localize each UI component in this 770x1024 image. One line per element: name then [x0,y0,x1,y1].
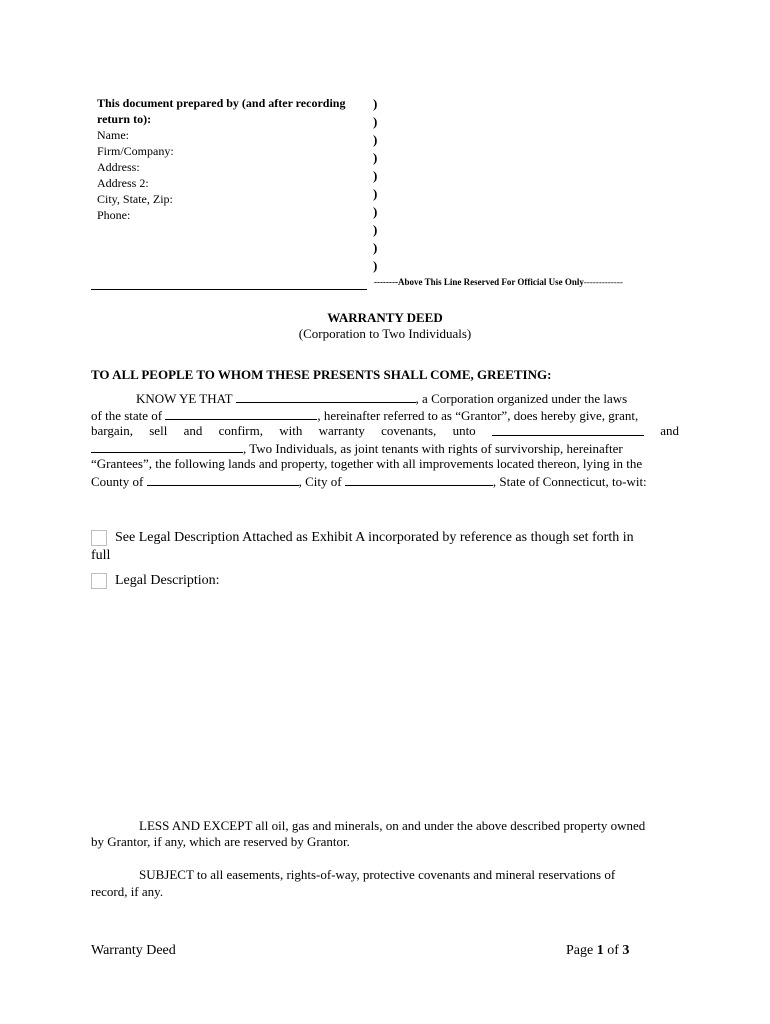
know-ye-word: bargain, [91,423,133,439]
know-ye-text-6b: , City of [298,473,342,489]
preparer-field-address: Address: [97,160,140,174]
subject-to-line1: SUBJECT to all easements, rights-of-way, protective covenants and mineral reservations of [139,867,616,882]
preparer-field-phone: Phone: [97,208,131,222]
bracket-paren: ) [373,114,378,129]
know-ye-word: confirm, [218,423,263,439]
bracket-paren: ) [373,168,378,183]
know-ye-text-1: , a Corporation organized under the laws [415,391,628,406]
county-blank[interactable] [147,473,299,486]
know-ye-line-4 [91,440,679,457]
bracket-paren: ) [373,240,378,255]
bracket-paren: ) [373,204,378,219]
bracket-paren: ) [373,96,378,111]
preparer-heading-line2: return to): [97,112,152,126]
know-ye-word: sell [149,423,168,439]
know-ye-line-6 [91,473,679,490]
grantor-name-blank[interactable] [236,390,416,403]
exhibit-a-checkbox[interactable] [91,530,107,546]
know-ye-label: KNOW YE THAT [136,391,233,406]
city-blank[interactable] [345,473,493,486]
know-ye-text-2b: , hereinafter referred to as “Grantor”, does hereby give, grant, [317,407,639,423]
exhibit-a-option-line1: See Legal Description Attached as Exhibit A incorporated by reference as though set forth in [115,530,634,545]
know-ye-word: covenants, [381,423,437,439]
know-ye-word-and: and [660,423,679,439]
know-ye-line-1 [91,390,679,407]
reserved-text: Above This Line Reserved For Official Use Only [397,277,584,287]
subject-to-line2: record, if any. [91,884,164,899]
preparer-field-city-state-zip: City, State, Zip: [97,192,173,206]
preparer-field-name: Name: [97,128,129,142]
greeting: TO ALL PEOPLE TO WHOM THESE PRESENTS SHALL COME, GREETING: [91,367,552,382]
know-ye-word: with [279,423,303,439]
know-ye-line-3 [91,423,679,440]
know-ye-line-2 [91,407,679,424]
footer-page-current: 1 [596,943,604,958]
bracket-column [373,95,377,275]
know-ye-text-4: , Two Individuals, as joint tenants with rights of survivorship, hereinafter [243,440,623,456]
preparer-field-address2: Address 2: [97,176,149,190]
document-title: WARRANTY DEED [327,310,443,325]
footer-document-name: Warranty Deed [91,943,176,958]
know-ye-text-6a: County of [91,473,144,489]
footer-page-number [566,943,629,959]
less-except-line1: LESS AND EXCEPT all oil, gas and minerals, on and under the above described property owned [139,818,646,833]
grantee-2-blank[interactable] [91,440,243,453]
know-ye-text-5: “Grantees”, the following lands and property, together with all improvements located thereon, lying in the [91,456,643,472]
bracket-paren: ) [373,222,378,237]
footer-of-label: of [607,943,619,958]
know-ye-text-6c: , State of Connecticut, to-wit: [492,473,647,489]
preparer-field-firm: Firm/Company: [97,144,174,158]
bracket-paren: ) [373,186,378,201]
bracket-paren: ) [373,132,378,147]
bracket-paren: ) [373,258,378,273]
legal-description-checkbox[interactable] [91,573,107,589]
reserved-dashes-right: ------------- [583,277,623,287]
legal-description-label: Legal Description: [115,573,220,588]
grantee-1-blank[interactable] [492,423,644,436]
bracket-paren: ) [373,150,378,165]
reserved-dashes-left: -------- [374,277,398,287]
footer-page-label: Page [566,943,594,958]
know-ye-line-5 [91,456,679,473]
document-subtitle: (Corporation to Two Individuals) [298,326,472,341]
less-except-line2: by Grantor, if any, which are reserved by Grantor. [91,834,350,849]
footer-page-total: 3 [622,943,630,958]
know-ye-text-2a: of the state of [91,407,163,423]
preparer-heading-line1: This document prepared by (and after recording [97,96,346,110]
reserved-for-official-use [374,277,623,287]
know-ye-paragraph [91,390,679,490]
exhibit-a-option-line2: full [91,548,111,563]
preparer-block [97,95,367,223]
recording-separator-line [91,289,367,290]
state-blank[interactable] [165,407,317,420]
know-ye-word: and [183,423,203,439]
know-ye-word: warranty [318,423,365,439]
know-ye-word: unto [452,423,476,439]
